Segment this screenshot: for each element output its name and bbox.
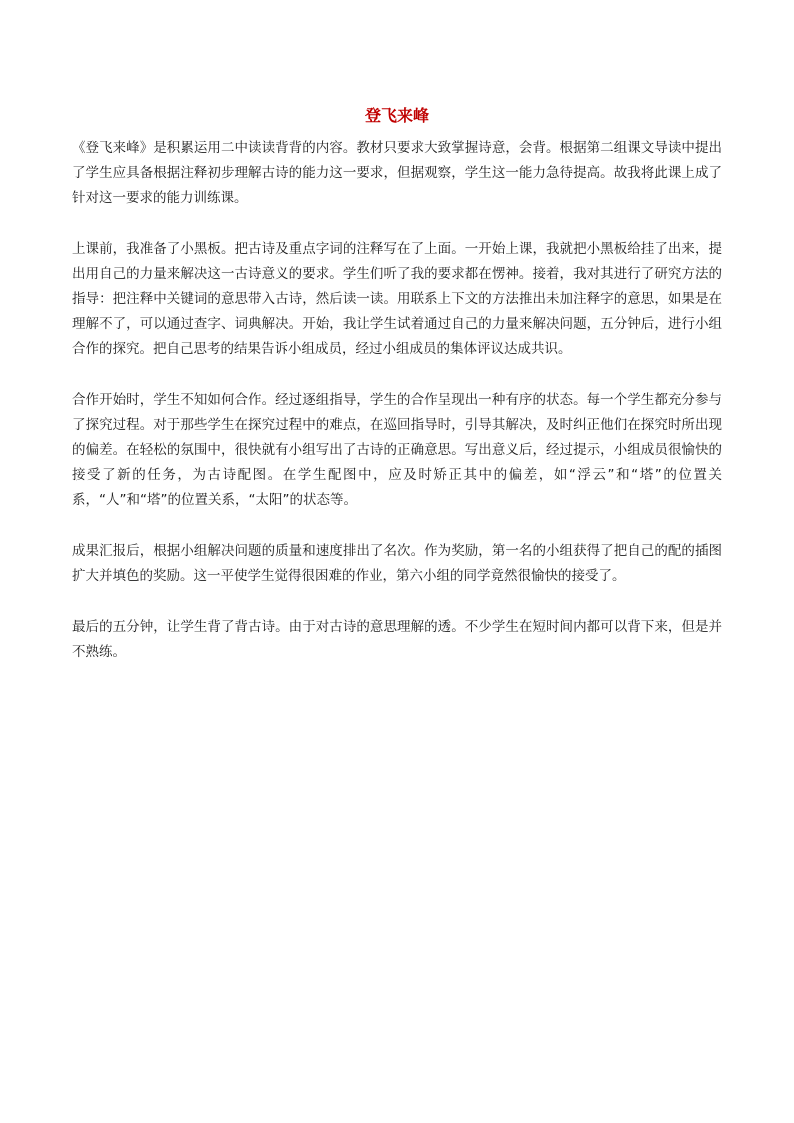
paragraph-preparation: 上课前，我准备了小黑板。把古诗及重点字词的注释写在了上面。一开始上课，我就把小黑板给挂了出来，提出用自己的力量来解决这一古诗意义的要求。学生们听了我的要求都在愣神。接着，我对其进行了研究方法的指导：把注释中关键词的意思带入古诗，然后读一读。用联系上下文的方法推出未加注释字的意思，如果是在理解不了，可以通过查字、词典解决。开始，我让学生试着通过自己的力量来解决问题，五分钟后，进行小组合作的探究。把自己思考的结果告诉小组成员，经过小组成员的集体评议达成共识。 [72,241,722,357]
paragraph-conclusion: 最后的五分钟，让学生背了背古诗。由于对古诗的意思理解的透。不少学生在短时间内都可以背下来，但是并不熟练。 [72,619,722,660]
paragraph-cooperation: 合作开始时，学生不知如何合作。经过逐组指导，学生的合作呈现出一种有序的状态。每一个学生都充分参与了探究过程。对于那些学生在探究过程中的难点，在巡回指导时，引导其解决，及时纠正他们在探究时所出现的偏差。在轻松的氛围中，很快就有小组写出了古诗的正确意思。写出意义后，经过提示，小组成员很愉快的接受了新的任务，为古诗配图。在学生配图中，应及时矫正其中的偏差，如“浮云”和“塔”的位置关系，“人”和“塔”的位置关系，“太阳”的状态等。 [72,392,722,508]
paragraph-results: 成果汇报后，根据小组解决问题的质量和速度排出了名次。作为奖励，第一名的小组获得了把自己的配的插图扩大并填色的奖励。这一平使学生觉得很困难的作业，第六小组的同学竟然很愉快的接受了。 [72,543,722,584]
page-title: 登飞来峰 [364,106,429,125]
paragraph-intro: 《登飞来峰》是积累运用二中读读背背的内容。教材只要求大致掌握诗意，会背。根据第二组课文导读中提出了学生应具备根据注释初步理解古诗的能力这一要求，但据观察，学生这一能力急待提高。故我将此课上成了针对这一要求的能力训练课。 [72,140,722,206]
